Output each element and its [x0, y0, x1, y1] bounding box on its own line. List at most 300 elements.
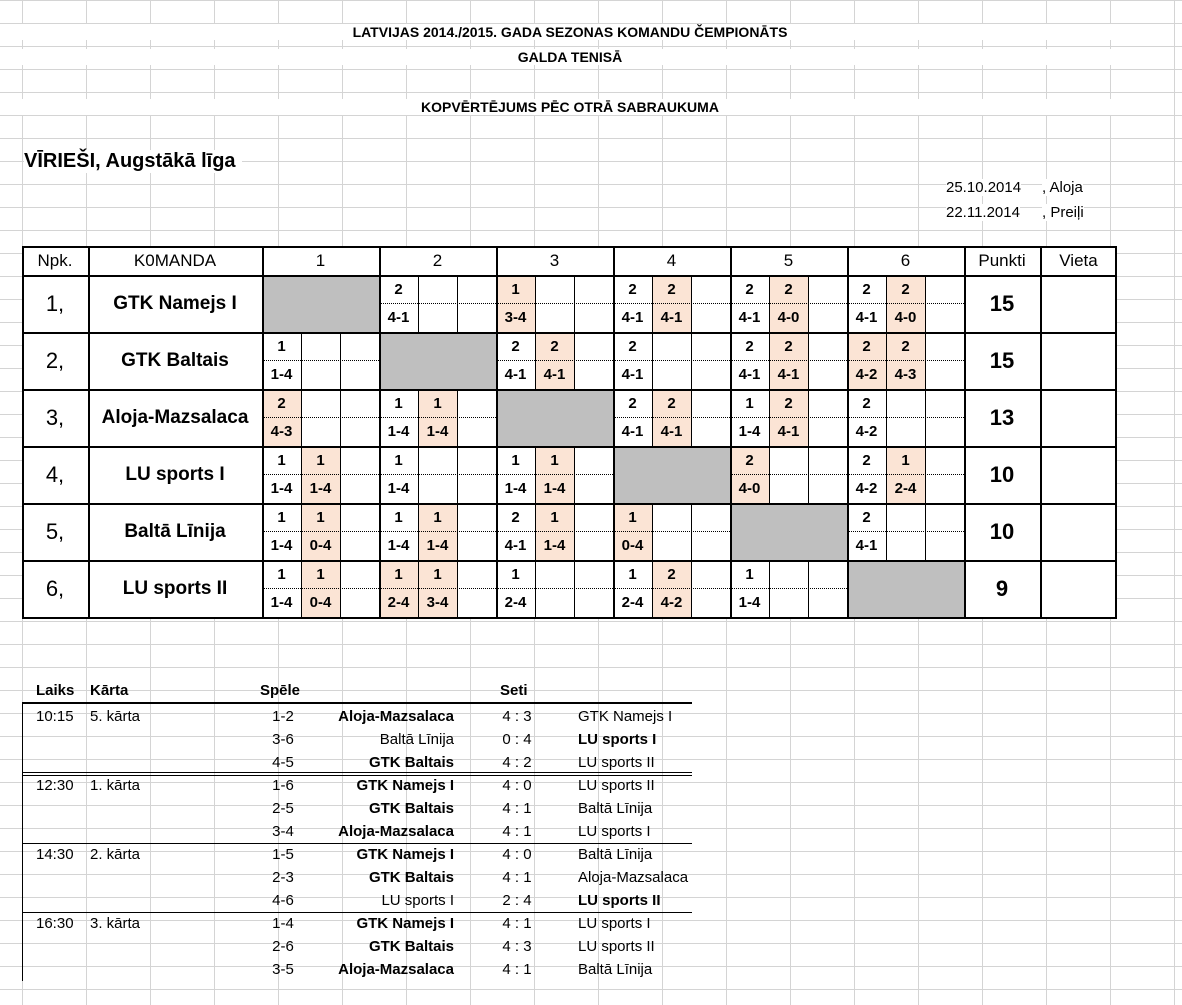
team-name: LU sports I [125, 463, 225, 485]
grid-line-vertical [730, 246, 732, 619]
home-team: Aloja-Mazsalaca [338, 961, 454, 978]
match-score [808, 360, 847, 389]
dotted-divider [847, 531, 964, 532]
dotted-divider [379, 474, 496, 475]
match-points: 2 [652, 275, 691, 303]
match-points [418, 446, 457, 474]
grid-line-vertical [496, 246, 498, 619]
match-points [574, 332, 613, 360]
match-score [340, 531, 379, 560]
match-score: 4-1 [621, 423, 644, 440]
grid-line-horizontal [22, 617, 1117, 619]
place-2: , Preiļi [1042, 204, 1084, 221]
team-name: LU sports II [122, 577, 228, 599]
match-score: 2-4 [621, 594, 644, 611]
match-points: 1 [886, 446, 925, 474]
away-team: LU sports II [578, 777, 655, 794]
match-points: 1 [535, 503, 574, 531]
team-header: K0MANDA [133, 251, 217, 270]
match-score: 4-1 [504, 537, 527, 554]
match-score [457, 303, 496, 332]
dotted-divider [613, 417, 730, 418]
schedule-table [22, 680, 692, 980]
dotted-divider [496, 303, 613, 304]
self-match-cell [496, 389, 613, 446]
match-points: 2 [394, 280, 403, 298]
dotted-divider [262, 360, 379, 361]
match-points [925, 503, 964, 531]
match-pair: 2-5 [272, 800, 294, 817]
team-place [1040, 275, 1117, 332]
match-pair: 4-5 [272, 754, 294, 771]
group-divider [22, 772, 692, 773]
match-score: 1-4 [418, 417, 457, 446]
dotted-divider [379, 588, 496, 589]
match-score [418, 303, 457, 332]
match-score: 4 : 0 [502, 846, 532, 863]
match-score: 1-4 [535, 474, 574, 503]
grid-line-horizontal [22, 446, 1117, 448]
match-points: 1 [418, 389, 457, 417]
match-round: 3. kārta [90, 915, 141, 932]
match-points [457, 503, 496, 531]
match-points [535, 560, 574, 588]
round-header-2: 2 [432, 251, 443, 270]
match-score: 3-4 [418, 588, 457, 617]
home-team: GTK Baltais [368, 754, 454, 771]
self-match-cell [613, 446, 730, 503]
match-pair: 3-5 [272, 961, 294, 978]
dotted-divider [613, 360, 730, 361]
match-score [340, 417, 379, 446]
match-score: 4-1 [652, 303, 691, 332]
home-team: GTK Baltais [368, 869, 454, 886]
match-score [808, 474, 847, 503]
match-score [574, 531, 613, 560]
match-score [808, 588, 847, 617]
match-round: 2. kārta [90, 846, 141, 863]
dotted-divider [262, 531, 379, 532]
grid-line-horizontal [22, 275, 1117, 277]
dotted-divider [730, 360, 847, 361]
dotted-divider [262, 588, 379, 589]
match-score [574, 474, 613, 503]
match-score [808, 303, 847, 332]
group-divider [22, 912, 692, 913]
match-score [340, 360, 379, 389]
match-pair: 1-6 [272, 777, 294, 794]
match-score: 4-2 [855, 423, 878, 440]
team-place [1040, 389, 1117, 446]
self-match-cell [379, 332, 496, 389]
place-header: Vieta [1059, 251, 1098, 270]
home-team: Baltā Līnija [379, 731, 454, 748]
dotted-divider [730, 303, 847, 304]
match-points [769, 446, 808, 474]
grid-line-horizontal [22, 332, 1117, 334]
dotted-divider [613, 531, 730, 532]
dotted-divider [379, 303, 496, 304]
team-name: GTK Baltais [121, 349, 229, 371]
team-name: Baltā Līnija [124, 520, 226, 542]
home-team: GTK Baltais [368, 938, 454, 955]
match-points [574, 560, 613, 588]
match-points: 2 [628, 280, 637, 298]
match-points: 2 [769, 389, 808, 417]
team-points: 10 [989, 461, 1015, 487]
away-team: Aloja-Mazsalaca [578, 869, 689, 886]
match-score [340, 474, 379, 503]
page-subtitle: GALDA TENISĀ [0, 49, 1140, 65]
match-points: 2 [886, 275, 925, 303]
match-score: 0-4 [613, 531, 652, 560]
match-points: 2 [769, 332, 808, 360]
match-points: 2 [628, 394, 637, 412]
match-score [886, 417, 925, 446]
match-points: 1 [277, 565, 286, 583]
match-points [925, 332, 964, 360]
league-title: VĪRIEŠI, Augstākā līga [24, 150, 242, 173]
match-score: 4-1 [769, 417, 808, 446]
dotted-divider [262, 474, 379, 475]
match-score [574, 588, 613, 617]
away-team: Baltā Līnija [578, 846, 653, 863]
grid-line-vertical [22, 246, 24, 619]
grid-line-horizontal [22, 246, 1117, 248]
dotted-divider [496, 474, 613, 475]
match-score: 1-4 [504, 480, 527, 497]
match-score: 1-4 [270, 594, 293, 611]
match-points [418, 275, 457, 303]
match-score: 0 : 4 [502, 731, 532, 748]
match-time: 10:15 [36, 708, 74, 725]
match-points [808, 446, 847, 474]
match-points: 2 [862, 394, 871, 412]
match-score [808, 417, 847, 446]
match-score: 4-1 [855, 309, 878, 326]
match-score: 4-1 [504, 366, 527, 383]
match-score [691, 531, 730, 560]
match-pair: 3-6 [272, 731, 294, 748]
match-points: 2 [628, 337, 637, 355]
team-points: 15 [989, 290, 1015, 316]
dotted-divider [730, 588, 847, 589]
match-score: 4-1 [652, 417, 691, 446]
team-points: 10 [989, 518, 1015, 544]
match-points: 2 [745, 337, 754, 355]
match-points: 2 [862, 508, 871, 526]
team-place [1040, 446, 1117, 503]
match-points: 1 [745, 565, 754, 583]
match-points: 2 [262, 389, 301, 417]
match-points: 1 [418, 503, 457, 531]
match-score: 4-1 [738, 366, 761, 383]
match-points: 1 [535, 446, 574, 474]
page-title: LATVIJAS 2014./2015. GADA SEZONAS KOMANDU ČEMPIONĀTS [0, 24, 1140, 40]
grid-line-vertical [379, 246, 381, 619]
dotted-divider [379, 417, 496, 418]
match-points: 2 [535, 332, 574, 360]
match-points [886, 503, 925, 531]
match-points: 1 [613, 503, 652, 531]
grid-line-vertical [847, 246, 849, 619]
grid-line-horizontal [22, 560, 1117, 562]
home-team: LU sports I [381, 892, 454, 909]
row-number: 2, [45, 347, 65, 373]
dotted-divider [847, 417, 964, 418]
match-score: 4 : 2 [502, 754, 532, 771]
time-header: Laiks [36, 682, 75, 699]
row-number: 1, [45, 290, 65, 316]
grid-line-vertical [88, 246, 90, 619]
match-score: 4-1 [621, 309, 644, 326]
match-points: 1 [277, 337, 286, 355]
match-score: 3-4 [496, 303, 535, 332]
team-points: 13 [989, 404, 1015, 430]
match-time: 14:30 [36, 846, 74, 863]
match-score: 4 : 3 [502, 708, 532, 725]
match-score [925, 417, 964, 446]
match-score [886, 531, 925, 560]
place-1: , Aloja [1042, 179, 1083, 196]
match-points: 1 [511, 451, 520, 469]
match-score [652, 360, 691, 389]
match-score [457, 588, 496, 617]
row-number: 5, [45, 518, 65, 544]
away-team: Baltā Līnija [578, 961, 653, 978]
grid-line-vertical [613, 246, 615, 619]
match-points [457, 275, 496, 303]
match-score [691, 588, 730, 617]
dotted-divider [496, 531, 613, 532]
away-team: LU sports I [578, 915, 651, 932]
match-points: 2 [886, 332, 925, 360]
schedule-left-border [22, 702, 23, 981]
match-score [691, 417, 730, 446]
match-score: 1-4 [270, 480, 293, 497]
match-score [340, 588, 379, 617]
grid-line-horizontal [22, 503, 1117, 505]
match-points [301, 389, 340, 417]
match-score [535, 588, 574, 617]
match-score [418, 474, 457, 503]
grid-line-vertical [964, 246, 966, 619]
group-divider [22, 775, 692, 776]
round-header: Kārta [90, 682, 129, 699]
match-points: 1 [301, 503, 340, 531]
match-score: 4 : 1 [502, 915, 532, 932]
match-score [457, 474, 496, 503]
match-points: 2 [769, 275, 808, 303]
match-points: 2 [862, 280, 871, 298]
match-score: 4 : 1 [502, 800, 532, 817]
match-pair: 1-5 [272, 846, 294, 863]
dotted-divider [613, 303, 730, 304]
match-score [691, 360, 730, 389]
match-points: 1 [394, 508, 403, 526]
away-team: LU sports II [578, 938, 655, 955]
match-points [925, 446, 964, 474]
match-score [457, 417, 496, 446]
match-points: 2 [730, 446, 769, 474]
match-time: 16:30 [36, 915, 74, 932]
match-score [769, 474, 808, 503]
match-score: 1-4 [738, 594, 761, 611]
match-points [808, 275, 847, 303]
row-number: 4, [45, 461, 65, 487]
team-place [1040, 503, 1117, 560]
match-score: 1-4 [270, 537, 293, 554]
team-name: GTK Namejs I [113, 292, 237, 314]
dotted-divider [496, 360, 613, 361]
match-points [769, 560, 808, 588]
match-score [301, 417, 340, 446]
self-match-cell [847, 560, 964, 617]
home-team: GTK Namejs I [356, 846, 454, 863]
match-score: 4-3 [262, 417, 301, 446]
match-score: 4 : 3 [502, 938, 532, 955]
date-1: 25.10.2014 [946, 179, 1022, 196]
header-divider [22, 702, 692, 704]
match-points: 2 [652, 389, 691, 417]
match-points: 2 [652, 560, 691, 588]
match-points: 1 [418, 560, 457, 588]
match-score: 1-4 [387, 537, 410, 554]
dotted-divider [730, 417, 847, 418]
match-points [925, 389, 964, 417]
summary-title: KOPVĒRTĒJUMS PĒC OTRĀ SABRAUKUMA [0, 99, 1140, 115]
match-points [574, 446, 613, 474]
match-pair: 1-4 [272, 915, 294, 932]
match-score: 4-1 [855, 537, 878, 554]
match-score: 1-4 [418, 531, 457, 560]
match-score: 0-4 [301, 531, 340, 560]
match-points [652, 332, 691, 360]
match-score: 2-4 [379, 588, 418, 617]
row-number: 3, [45, 404, 65, 430]
match-score: 4-0 [769, 303, 808, 332]
match-points [925, 275, 964, 303]
match-score: 1-4 [301, 474, 340, 503]
match-score [925, 303, 964, 332]
match-points [808, 389, 847, 417]
match-score: 4 : 1 [502, 823, 532, 840]
dotted-divider [847, 303, 964, 304]
dotted-divider [613, 588, 730, 589]
match-score [925, 360, 964, 389]
round-header-1: 1 [315, 251, 326, 270]
team-place [1040, 332, 1117, 389]
match-points [691, 332, 730, 360]
away-team: LU sports II [578, 754, 655, 771]
match-points [574, 503, 613, 531]
match-round: 5. kārta [90, 708, 141, 725]
grid-line-vertical [1115, 246, 1117, 619]
away-team: GTK Namejs I [578, 708, 673, 725]
points-header: Punkti [978, 251, 1026, 270]
match-points [535, 275, 574, 303]
group-divider [22, 843, 692, 844]
match-time: 12:30 [36, 777, 74, 794]
away-team: LU sports II [578, 892, 661, 909]
match-score [925, 531, 964, 560]
dotted-divider [496, 588, 613, 589]
match-pair: 4-6 [272, 892, 294, 909]
match-score: 4-2 [855, 480, 878, 497]
match-points [808, 560, 847, 588]
match-score: 4-0 [886, 303, 925, 332]
grid-line-horizontal [22, 389, 1117, 391]
match-score: 4-1 [387, 309, 410, 326]
match-points [457, 560, 496, 588]
round-header-6: 6 [900, 251, 911, 270]
home-team: Aloja-Mazsalaca [338, 708, 454, 725]
match-score: 1-4 [270, 366, 293, 383]
match-points: 2 [862, 451, 871, 469]
match-pair: 2-3 [272, 869, 294, 886]
dotted-divider [379, 531, 496, 532]
match-points: 1 [496, 275, 535, 303]
match-pair: 3-4 [272, 823, 294, 840]
match-points: 1 [511, 565, 520, 583]
sets-header: Seti [500, 682, 528, 699]
row-number: 6, [45, 575, 65, 601]
match-points: 1 [301, 560, 340, 588]
match-score: 4 : 1 [502, 961, 532, 978]
match-points [691, 503, 730, 531]
match-score: 1-4 [387, 480, 410, 497]
match-round: 1. kārta [90, 777, 141, 794]
round-header-5: 5 [783, 251, 794, 270]
match-points [457, 389, 496, 417]
away-team: LU sports I [578, 823, 651, 840]
match-score: 0-4 [301, 588, 340, 617]
dotted-divider [262, 417, 379, 418]
match-score [925, 474, 964, 503]
team-name: Aloja-Mazsalaca [101, 406, 249, 428]
match-points [691, 389, 730, 417]
home-team: GTK Baltais [368, 800, 454, 817]
home-team: GTK Namejs I [356, 777, 454, 794]
match-pair: 1-2 [272, 708, 294, 725]
match-score: 4 : 0 [502, 777, 532, 794]
match-points [808, 332, 847, 360]
match-points: 1 [628, 565, 637, 583]
match-score: 2-4 [504, 594, 527, 611]
match-score: 4-2 [652, 588, 691, 617]
match-points [691, 275, 730, 303]
match-score [691, 303, 730, 332]
match-points: 2 [847, 332, 886, 360]
match-score: 1-4 [387, 423, 410, 440]
match-points [457, 446, 496, 474]
match-score: 2 : 4 [502, 892, 532, 909]
team-points: 15 [989, 347, 1015, 373]
match-score: 1-4 [738, 423, 761, 440]
match-pair: 2-6 [272, 938, 294, 955]
date-2: 22.11.2014 [946, 204, 1020, 221]
away-team: Baltā Līnija [578, 800, 653, 817]
home-team: GTK Namejs I [356, 915, 454, 932]
self-match-cell [730, 503, 847, 560]
away-team: LU sports I [578, 731, 657, 748]
self-match-cell [262, 275, 379, 332]
match-score [574, 303, 613, 332]
match-points: 2 [745, 280, 754, 298]
match-points [340, 446, 379, 474]
match-points: 2 [511, 337, 520, 355]
match-score: 4-1 [738, 309, 761, 326]
